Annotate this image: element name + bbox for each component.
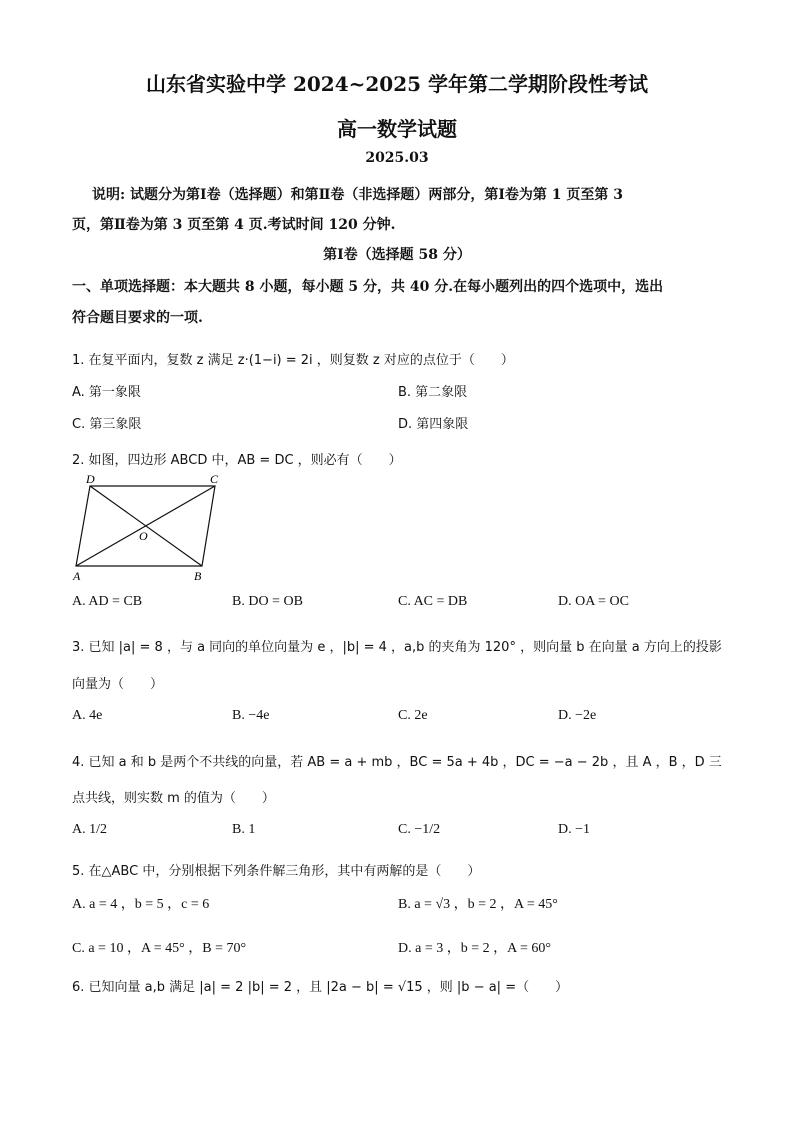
- q3-stem-line-2: 向量为（ ）: [72, 677, 164, 692]
- part1-instructions-line-1: 一、单项选择题：本大题共 8 小题，每小题 5 分，共 40 分.在每小题列出的四个选项中，选出: [72, 279, 664, 295]
- q4-stem-line-2: 点共线，则实数 m 的值为（ ）: [72, 791, 275, 806]
- q4-option-c: C. −1/2: [398, 822, 441, 837]
- q3-option-d: D. −2e: [558, 708, 597, 723]
- instructions-line-1: 说明: 试题分为第Ⅰ卷（选择题）和第Ⅱ卷（非选择题）两部分，第Ⅰ卷为第 1 页至第 3: [92, 187, 624, 203]
- center-label-o: O: [139, 529, 148, 543]
- q5-stem: 5. 在△ABC 中，分别根据下列条件解三角形，其中有两解的是（ ）: [72, 864, 481, 879]
- q5-option-d: D. a = 3 ，b = 2 ，A = 60°: [398, 941, 551, 956]
- q1-stem: 1. 在复平面内，复数 z 满足 z·(1−i) = 2i ，则复数 z 对应的点位于（ ）: [72, 353, 514, 368]
- q2-option-b: B. DO = OB: [232, 594, 303, 609]
- q2-option-a: A. AD = CB: [72, 594, 143, 609]
- part1-instructions-line-2: 符合题目要求的一项.: [72, 310, 203, 326]
- section-heading: 第Ⅰ卷（选择题 58 分）: [323, 247, 471, 263]
- q1-option-b: B. 第二象限: [398, 385, 468, 400]
- q1-option-a: A. 第一象限: [72, 385, 141, 400]
- q4-option-a: A. 1/2: [72, 822, 107, 837]
- q4-option-d: D. −1: [558, 822, 591, 837]
- q1-option-c: C. 第三象限: [72, 417, 142, 432]
- q3-option-c: C. 2e: [398, 708, 428, 723]
- instructions-line-2: 页，第Ⅱ卷为第 3 页至第 4 页.考试时间 120 分钟.: [72, 217, 396, 233]
- vertex-label-c: C: [210, 474, 219, 486]
- q3-stem-line-1: 3. 已知 |a| = 8 ，与 a 同向的单位向量为 e ，|b| = 4 ，a,b 的夹角为 120° ，则向量 b 在向量 a 方向上的投影: [72, 640, 722, 655]
- q5-option-b: B. a = √3 ，b = 2 ，A = 45°: [398, 897, 558, 912]
- vertex-label-b: B: [194, 569, 202, 583]
- q4-option-b: B. 1: [232, 822, 256, 837]
- q6-stem: 6. 已知向量 a,b 满足 |a| = 2 |b| = 2 ，且 |2a − b| = √15 ，则 |b − a| =（ ）: [72, 980, 569, 995]
- vertex-label-d: D: [86, 474, 95, 486]
- q5-option-a: A. a = 4 ，b = 5 ，c = 6: [72, 897, 210, 912]
- q2-parallelogram-figure: [66, 474, 226, 584]
- diagonal-bd: [90, 486, 202, 566]
- q3-option-a: A. 4e: [72, 708, 103, 723]
- q5-option-c: C. a = 10 ，A = 45° ，B = 70°: [72, 941, 247, 956]
- vertex-label-a: A: [73, 569, 81, 583]
- exam-date: 2025.03: [365, 150, 429, 166]
- q2-stem: 2. 如图，四边形 ABCD 中，AB = DC ，则必有（ ）: [72, 453, 402, 468]
- exam-title: 山东省实验中学 2024~2025 学年第二学期阶段性考试: [145, 72, 648, 96]
- q2-option-d: D. OA = OC: [558, 594, 629, 609]
- q3-option-b: B. −4e: [232, 708, 270, 723]
- exam-subtitle: 高一数学试题: [337, 117, 457, 141]
- q1-option-d: D. 第四象限: [398, 417, 469, 432]
- q2-option-c: C. AC = DB: [398, 594, 468, 609]
- q4-stem-line-1: 4. 已知 a 和 b 是两个不共线的向量，若 AB = a + mb ，BC = 5a + 4b ，DC = −a − 2b ，且 A ，B ，D 三: [72, 755, 722, 770]
